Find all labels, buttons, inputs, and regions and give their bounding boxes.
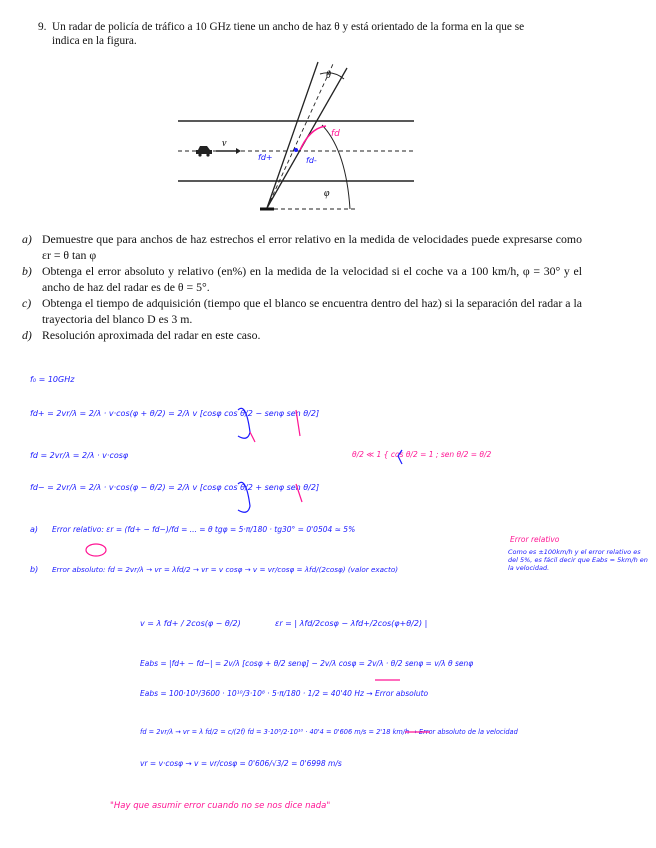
note-vr: vr = v·cosφ → v = vr/cosφ = 0'606/√3/2 = 0'6998 m/s [140,759,342,768]
theta-label: θ [326,70,331,81]
note-closing: "Hay que asumir error cuando no se nos dice nada" [110,801,331,811]
radar-figure [0,0,656,230]
phi-label: φ [324,188,330,199]
note-fd: fd = 2vr/λ = 2/λ · v·cosφ [30,451,129,460]
note-a-side: Como es ±100km/h y el error relativo es del 5%, es fácil decir que Eabs = 5km/h en la velocidad. [508,548,648,572]
note-f0: f₀ = 10GHz [30,375,75,384]
note-small-angle: θ/2 ≪ 1 { cos θ/2 = 1 ; sen θ/2 = θ/2 [352,450,492,459]
car-icon [196,146,212,157]
part-a: a) Demuestre que para anchos de haz estrechos el error relativo en la medida de velocidades puede expresarse como εr = θ tan φ [22,232,582,262]
part-c: c) Obtenga el tiempo de adquisición (tiempo que el blanco se encuentra dentro del haz) si la separación del radar a la trayectoria del blanco D es 3 m. [22,296,582,326]
beam-hit-dot [294,148,298,152]
part-d: d) Resolución aproximada del radar en este caso. [22,328,261,342]
note-vd: v = λ fd+ / 2cos(φ − θ/2) [140,619,241,628]
fd-hand-label: fd [331,129,340,139]
note-a-text: Error relativo: εr = (fd+ − fd−)/fd = ... = θ tgφ = 5·π/180 · tg30° = 0'0504 ≃ 5% [52,525,356,534]
problem-parts [22,232,582,345]
statement-line-1: Un radar de policía de tráfico a 10 GHz tiene un ancho de haz θ y está orientado de la forma en la que se [52,21,525,33]
note-b-text: Error absoluto: fd = 2vr/λ → vr = λfd/2 → vr = v cosφ → v = vr/cosφ = λfd/(2cosφ) (valor exacto) [52,565,399,574]
note-a-label: a) [30,525,39,534]
velocity-arrowhead [236,148,241,154]
theta-arc [320,73,344,79]
note-eabs: Eabs = |fd+ − fd−| = 2v/λ [cosφ + θ/2 senφ] − 2v/λ cosφ = 2v/λ · θ/2 senφ = v/λ θ senφ [140,659,474,668]
beam-axis [267,64,333,208]
handwritten-solution [0,360,656,848]
note-er: εr = | λfd/2cosφ − λfd+/2cos(φ+θ/2) | [275,619,428,628]
note-eabs-num: Eabs = 100·10³/3600 · 10¹⁰/3·10⁸ · 5·π/180 · 1/2 = 40'40 Hz → Error absoluto [140,689,429,698]
fd-hand-arrow [300,126,326,150]
statement-line-2: indica en la figura. [52,35,137,47]
problem-number: 9. [38,21,47,33]
fd-plus-hand-label: fd- [306,156,317,165]
note-fd-num: fd = 2vr/λ → vr = λ fd/2 = c/(2f) fd = 3·10⁸/2·10¹⁰ · 40'4 = 0'606 m/s = 2'18 km/h → Error absoluto de la velocidad [140,728,518,736]
note-fd-plus: fd+ = 2vr/λ = 2/λ · v·cos(φ + θ/2) = 2/λ v [cosφ cos θ/2 − senφ sen θ/2] [30,409,320,418]
note-a-side-label: Error relativo [510,535,560,544]
velocity-label: v [222,138,227,149]
note-fd-minus: fd− = 2vr/λ = 2/λ · v·cos(φ − θ/2) = 2/λ v [cosφ cos θ/2 + senφ sen θ/2] [30,483,320,492]
note-b-label: b) [30,565,39,574]
fd-minus-hand-label: fd+ [258,153,273,162]
part-b: b) Obtenga el error absoluto y relativo (en%) en la medida de la velocidad si el coche va a 100 km/h, φ = 30° y el ancho de haz del radar es de θ = 5°. [22,264,582,294]
